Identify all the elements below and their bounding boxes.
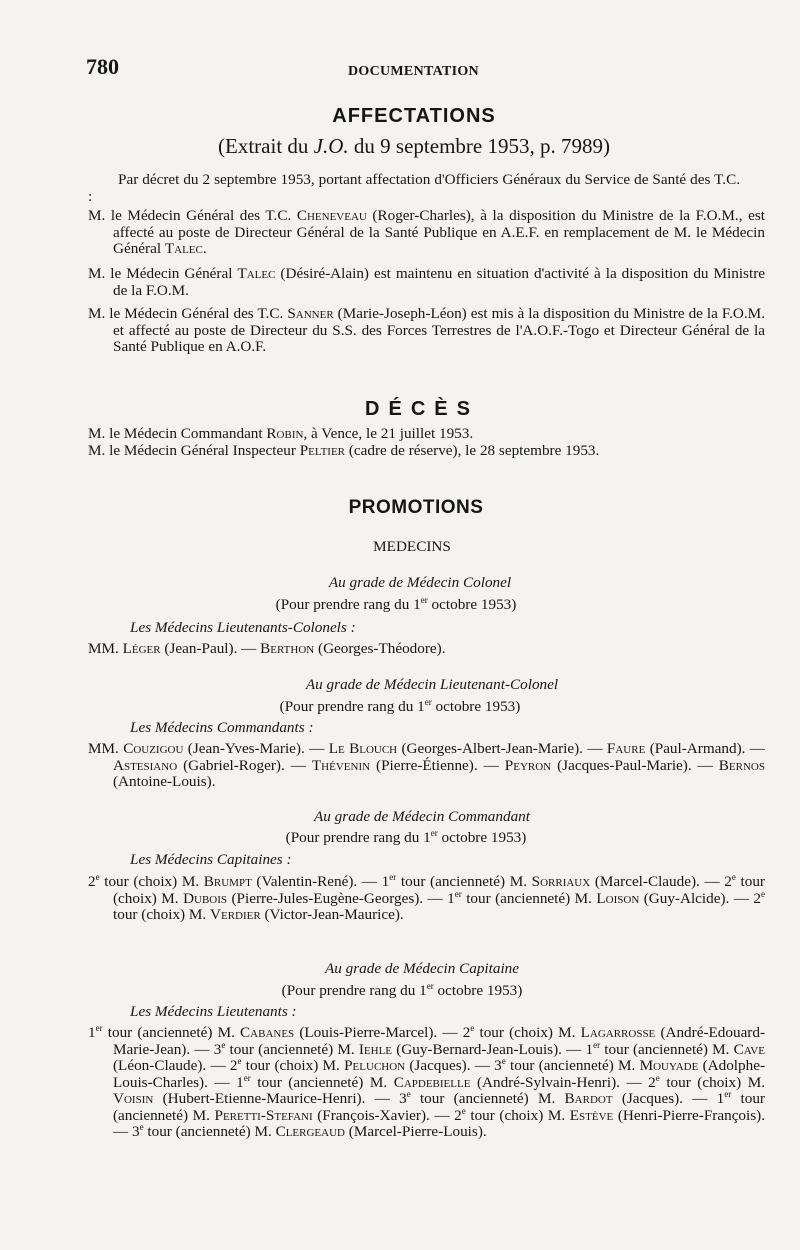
promotion-list: 2e tour (choix) M. Brumpt (Valentin-René). — 1er tour (ancienneté) M. Sorriaux (Marcel-Claude). — 2e tour (choix) M. Dubois (Pierre-Jules-Eugène-Georges). — 1er tour (ancienneté) M. Loison (Guy-Alcide). — 2e tour (choix) M. Verdier (Victor-Jean-Maurice). (88, 871, 765, 923)
promotion-list: MM. Couzigou (Jean-Yves-Marie). — Le Blouch (Georges-Albert-Jean-Marie). — Faure (Paul-Armand). — Astesiano (Gabriel-Roger). — Thévenin (Pierre-Étienne). — Peyron (Jacques-Paul-Marie). — Bernos (Antoine-Louis). (88, 740, 765, 790)
section-title-affectations: AFFECTATIONS (332, 105, 496, 127)
promotions-subtitle: MEDECINS (373, 538, 451, 555)
promotion-list: MM. Léger (Jean-Paul). — Berthon (Georges-Théodore). (88, 640, 446, 657)
affectation-paragraph: M. le Médecin Général Talec (Désiré-Alain) est maintenu en situation d'activité à la disposition du Ministre de la F.O.M. (88, 265, 765, 299)
deces-line: M. le Médecin Général Inspecteur Peltier (cadre de réserve), le 28 septembre 1953. (88, 442, 600, 459)
group-label: Les Médecins Lieutenants : (130, 1003, 297, 1020)
group-label: Les Médecins Commandants : (130, 719, 314, 736)
affectation-paragraph: M. le Médecin Général des T.C. Cheneveau (Roger-Charles), à la disposition du Ministre de la F.O.M., est affecté au poste de Directeur Général de la Santé Publique en A.E.F. en remplacement de M. le Médecin Général Talec. (88, 207, 765, 257)
section-title-deces: DÉCÈS (365, 398, 479, 420)
rang-line: (Pour prendre rang du 1er octobre 1953) (281, 980, 523, 999)
grade-heading: Au grade de Médecin Colonel (328, 574, 512, 591)
promotion-list: 1er tour (ancienneté) M. Cabanes (Louis-Pierre-Marcel). — 2e tour (choix) M. Lagarrosse (André-Edouard-Marie-Jean). — 3e tour (ancienneté) M. Iehle (Guy-Bernard-Jean-Louis). — 1er tour (ancienneté) M. Cave (Léon-Claude). — 2e tour (choix) M. Peluchon (Jacques). — 3e tour (ancienneté) M. Mouyade (Adolphe-Louis-Charles). — 1er tour (ancienneté) M. Capdebielle (André-Sylvain-Henri). — 2e tour (choix) M. Voisin (Hubert-Etienne-Maurice-Henri). — 3e tour (ancienneté) M. Bardot (Jacques). — 1er tour (ancienneté) M. Peretti-Stefani (François-Xavier). — 2e tour (choix) M. Estève (Henri-Pierre-François). — 3e tour (ancienneté) M. Clergeaud (Marcel-Pierre-Louis). (88, 1022, 766, 1140)
page-number: 780 (86, 54, 119, 79)
grade-heading: Au grade de Médecin Lieutenant-Colonel (305, 676, 559, 693)
grade-heading: Au grade de Médecin Capitaine (324, 960, 519, 977)
group-label: Les Médecins Capitaines : (130, 851, 292, 868)
affectations-subtitle: (Extrait du J.O. du 9 septembre 1953, p. 7989) (218, 134, 610, 158)
deces-line: M. le Médecin Commandant Robin, à Vence, le 21 juillet 1953. (88, 425, 474, 442)
grade-heading: Au grade de Médecin Commandant (314, 808, 530, 825)
affectation-paragraph: M. le Médecin Général des T.C. Sanner (Marie-Joseph-Léon) est mis à la disposition du Ministre de la F.O.M. et affecté au poste de Directeur du S.S. des Forces Terrestres de l'A.O.F.-Togo et Directeur Général de la Santé Publique en A.O.F. (88, 305, 765, 355)
affectations-intro: Par décret du 2 septembre 1953, portant affectation d'Officiers Généraux du Service de Santé des T.C. : (88, 171, 740, 205)
rang-line: (Pour prendre rang du 1er octobre 1953) (279, 696, 521, 715)
rang-line: (Pour prendre rang du 1er octobre 1953) (275, 594, 517, 613)
section-title-promotions: PROMOTIONS (348, 497, 484, 518)
rang-line: (Pour prendre rang du 1er octobre 1953) (285, 827, 527, 846)
group-label: Les Médecins Lieutenants-Colonels : (130, 619, 356, 636)
running-title: DOCUMENTATION (348, 64, 479, 79)
